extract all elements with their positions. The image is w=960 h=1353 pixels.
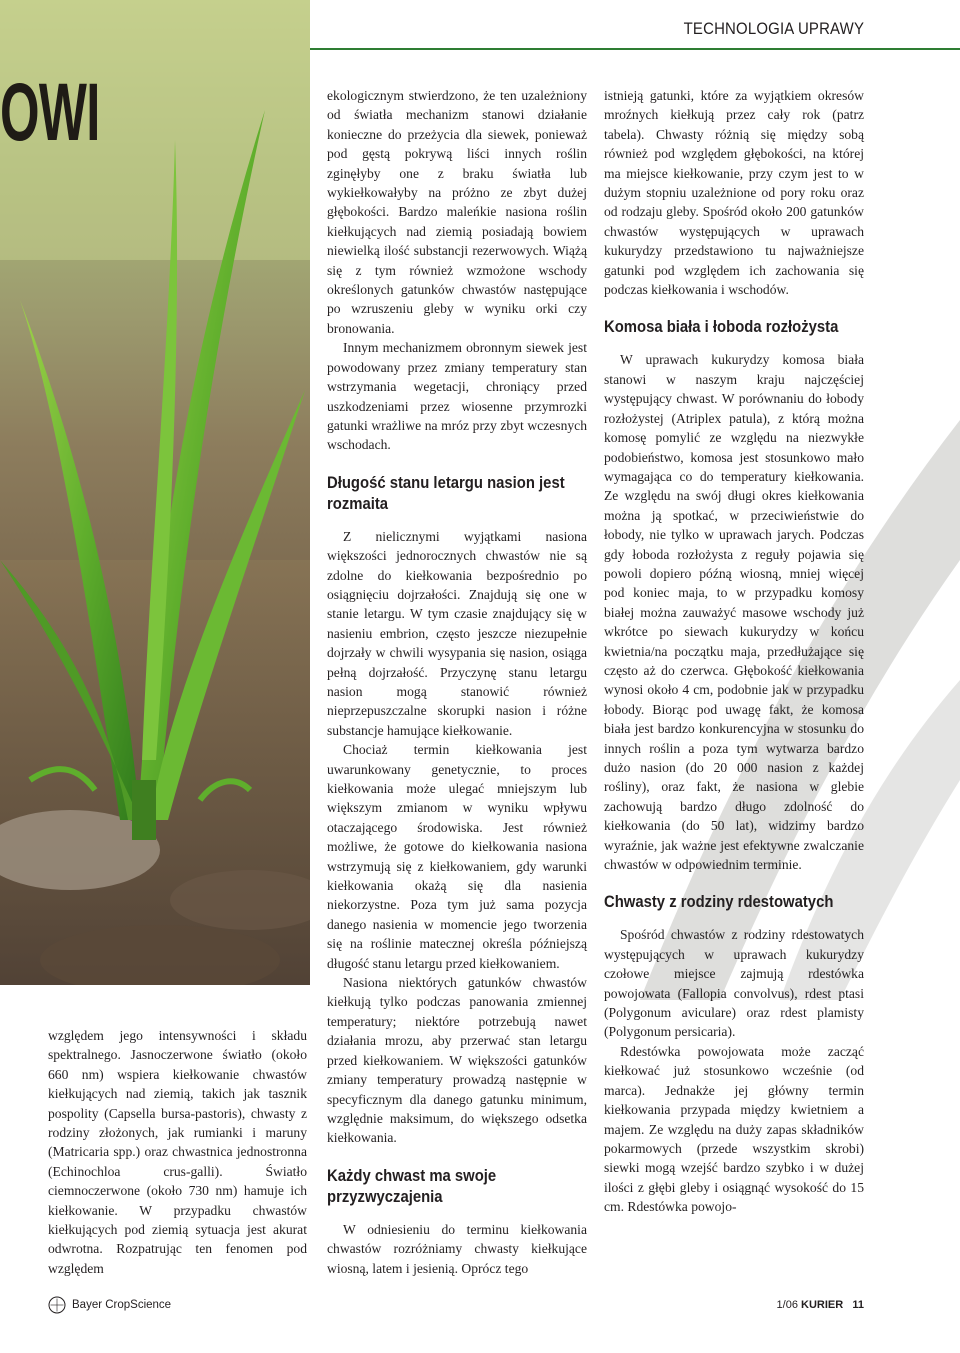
section-title: TECHNOLOGIA UPRAWY <box>683 19 864 38</box>
paragraph: W uprawach kukurydzy komosa biała stanowi w naszym kraju najczęściej występujący chwast. W porównaniu do łobody rozłożystej (Atriplex patula), z którą można komosę pomylić ze względu na niezwykłe podobieństwo, komosa jest stosunkowo mało wymagająca co do temperatury kiełkowania. Ze względu na swój długi okres kiełkowania można ją spotkać, w przeciwieństwie do łobody, nie tylko w uprawach jarych. Podczas gdy łoboda rozłożysta z reguły pojawia się powoli dopiero późną wiosną, mniej więcej pod koniec maja, to w przypadku komosy białej można zauważyć masowe wschody już wkrótce po siewach kukurydzy w końcu kwietnia/na początku maja, przedłużające się często aż do czerwca. Głębokość kiełkowania wynosi około 4 cm, podobnie jak w przypadku łobody. Biorąc pod uwagę fakt, że komosa biała jest bardzo konkurencyjna w stosunku do innych roślin a poza tym wytwarza bardzo dużo nasion (do 20 000 nasion z każdej rośliny), oraz fakt, że nasiona w glebie zachowują bardzo długo zdolność do kiełkowania (do 50 lat), widzimy bardzo wyraźnie, jak ważne jest efektywne zwalczanie chwastów w odpowiednim terminie. <box>604 352 864 873</box>
magazine-name: KURIER <box>801 1299 844 1311</box>
paragraph: Z nielicznymi wyjątkami nasiona większości jednorocznych chwastów nie są zdolne do kiełkowania bezpośrednio po osiągnięciu dojrzałości. Znajdują się one w stanie letargu. W tym czasie znajdujący się w nasieniu embrion, często jeszcze niezupełnie dojrzały w chwili wysypania się nasion, osiąga pełną dojrzałość. Przyczynę stanu letargu nasion mogą stanowić również nieprzepuszczalne skorupki nasion i różne substancje hamujące kiełkowanie. <box>327 528 587 738</box>
column-2 <box>327 86 587 1278</box>
article-title-fragment: OWI <box>0 67 100 158</box>
paragraph: Rdestówka powojowata może zacząć kiełkować już stosunkowo wcześnie (od marca). Jednakże jej główny termin kiełkowania przypada między kwietniem a majem. Ze względu na duży zapas składników pokarmowych (przede wszystkim skrobi) siewki mogą wzejść bardzo szybko i w dużej ilości z głębi gleby i osiągnąć wysokość do 15 cm. Rdestówka powojo- <box>604 1043 864 1215</box>
issue-number: 1/06 <box>776 1299 798 1311</box>
bayer-cross-logo-icon <box>48 1296 66 1314</box>
paragraph: istnieją gatunki, które za wyjątkiem okresów mroźnych kiełkują przez cały rok (patrz tabela). Chwasty różnią się między sobą również pod względem głębokości, na której ma miejsce kiełkowanie, przy czym jest to w dużym stopniu uzależnione od pory roku oraz od rodzaju gleby. Spośród około 200 gatunków chwastów występujących w uprawach kukurydzy przedstawiono tu najważniejsze gatunki pod względem ich zachowania się podczas kiełkowania i wschodów. <box>604 88 864 298</box>
footer-issue <box>777 1299 864 1311</box>
brand-name: Bayer CropScience <box>72 1299 172 1311</box>
paragraph: Nasiona niektórych gatunków chwastów kiełkują tylko podczas panowania zmiennej temperatury; niektóre potrzebują nawet działania mrozu, aby przerwać stan letargu przed kiełkowaniem. W większości gatunków zmiany temperatury prowadzą następnie w specyficznym dla danego gatunku minimum, względnie maksimum, do większego odsetka kiełkowania. <box>327 975 587 1146</box>
subheading: Każdy chwast ma swoje przyzwyczajenia <box>327 1166 497 1206</box>
column-3 <box>604 86 864 1217</box>
footer-brand <box>48 1296 171 1314</box>
paragraph: Innym mechanizmem obronnym siewek jest powodowany przez zmiany temperatury stan wstrzymania wegetacji, chroniący przed uszkodzeniami przez wiosenne przymrozki gatunki wrażliwe na mróz przy zbyt wczesnych wschodach. <box>327 340 587 453</box>
paragraph: Spośród chwastów z rodziny rdestowatych występujących w uprawach kukurydzy czołowe miejsce zajmują rdestówka powojowata (Fallopia convolvus), rdest ptasi (Polygonum aviculare) oraz rdest plamisty (Polygonum persicaria). <box>604 927 864 1040</box>
header-divider <box>310 48 960 50</box>
subheading: Chwasty z rodziny rdestowatych <box>604 893 834 912</box>
subheading: Długość stanu letargu nasion jest rozmaita <box>327 473 565 513</box>
paragraph: względem jego intensywności i składu spektralnego. Jasnoczerwone światło (około 660 nm) wspiera kiełkowanie chwastów kiełkujących nad ziemią, takich jak tasznik pospolity (Capsella bursa-pastoris), chwasty z rodziny złożonych, jak rumianki i maruny (Matricaria spp.) oraz chwastnica jednostronna (Echinochloa crus-galli). Światło ciemnoczerwone (około 730 nm) hamuje ich kiełkowanie. W przypadku chwastów kiełkujących pod ziemią sytuacja jest akurat odwrotna. Rozpatrując ten fenomen pod względem <box>48 1028 307 1276</box>
paragraph: W odniesieniu do terminu kiełkowania chwastów rozróżniamy chwasty kiełkujące wiosną, latem i jesienią. Oprócz tego <box>327 1221 587 1276</box>
page-number: 11 <box>852 1299 864 1311</box>
column-1 <box>48 1026 307 1278</box>
subheading: Komosa biała i łoboda rozłożysta <box>604 318 839 337</box>
paragraph: ekologicznym stwierdzono, że ten uzależniony od światła mechanizm stanowi działanie konieczne do przeżycia dla siewek, ponieważ pod gęstą pokrywą liści innych roślin zginęłyby one z braku światła lub wykiełkowałyby na próżno ze zbyt dużej głębokości. Bardzo maleńkie nasiona roślin kiełkujących nad ziemią posiadają bowiem niewielką ilość substancji rezerwowych. Wiążą się z tym również wzmożone wschody określonych gatunków chwastów następujące po wzruszeniu gleby w wyniku orki czy bronowania. <box>327 88 587 336</box>
paragraph: Chociaż termin kiełkowania jest uwarunkowany genetycznie, to proces kiełkowania może ulegać mniejszym lub większym zmianom w wyniku wpływu otaczającego środowiska. Jest również możliwe, że gotowe do kiełkowania nasiona wstrzymują się z kiełkowaniem, gdy warunki kiełkowania okażą się dla nasienia niekorzystne. Poza tym już sama pozycja danego nasienia w momencie jego tworzenia się na roślinie matecznej określa późniejszą długość stanu letargu przed kiełkowaniem. <box>327 742 587 971</box>
